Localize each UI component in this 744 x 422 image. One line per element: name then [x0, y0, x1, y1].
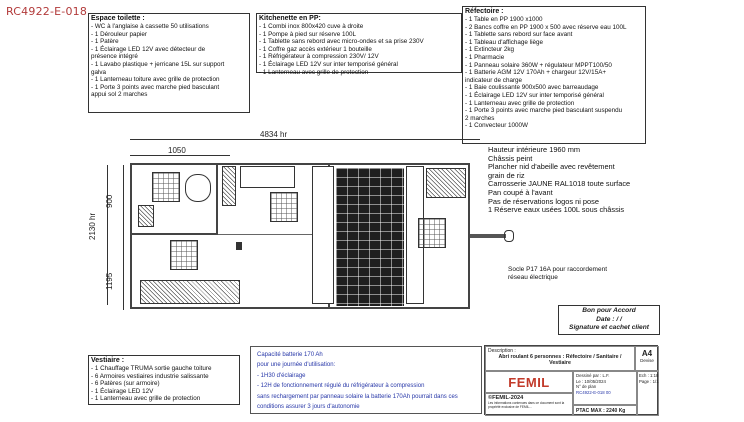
espace-toilette-box	[88, 13, 250, 113]
vestiaire-line: - 6 Armoires vestiaires industrie salissante	[91, 372, 209, 380]
toilet-width-dimension-line	[130, 155, 230, 156]
length-dimension-label: 4834 hr	[260, 130, 288, 139]
refectoire-table	[426, 168, 466, 198]
kitchen-skylight	[270, 192, 298, 222]
espace-toilette-line: - WC à l'anglaise à cassette 50 utilisations	[91, 23, 209, 30]
espace-toilette-line: - 1 Patère	[91, 38, 119, 46]
lower-depth-label: 1195	[105, 272, 114, 290]
vestiaire-lockers	[140, 280, 240, 304]
espace-toilette-line: - 1 Éclairage LED 12V avec détecteur de	[91, 45, 206, 53]
tb-plan-label: N° de plan	[576, 384, 597, 390]
espace-toilette-list	[91, 23, 247, 99]
kitchenette-line: - 1 Pompe à pied sur réserve 100L	[259, 30, 356, 38]
kitchenette-title: Kitchenette en PP:	[259, 15, 321, 22]
espace-toilette-line: appui sol 2 marches	[91, 91, 148, 99]
espace-toilette-title: Espace toilette :	[91, 15, 145, 22]
fridge-fixture	[222, 166, 236, 206]
tb-devise: Devise	[640, 358, 654, 363]
toilet-depth-label: 900	[105, 194, 114, 208]
tb-format: A4	[641, 349, 653, 358]
vestiaire-title: Vestiaire :	[91, 357, 125, 364]
kitchenette-line: - 1 Combi inox 800x420 cuve à droite	[259, 23, 364, 30]
kitchen-counter	[240, 166, 295, 188]
lower-depth-dimension-line	[123, 235, 124, 310]
vestiaire-line: - 1 Éclairage LED 12V	[91, 387, 154, 395]
solar-panel	[336, 168, 404, 306]
battery-line-5: conditions assurer 3 jours d'autonomie	[257, 404, 360, 411]
chassis-note-line: Hauteur intérieure 1960 mm	[488, 145, 581, 154]
kitchenette-line: - 1 Éclairage LED 12V sur inter temporisé général	[259, 60, 398, 68]
chassis-note-line: Pan coupé à l'avant	[488, 187, 553, 197]
tb-page: Page : 1/1	[639, 379, 659, 384]
refectoire-line: - 1 Lanterneau avec grille de protection	[465, 99, 575, 107]
tb-scale-cell	[637, 371, 659, 416]
refectoire-list	[465, 16, 643, 130]
tow-bar-coupler	[504, 230, 514, 242]
chassis-note-line: Pas de réservations logos ni pose	[488, 196, 599, 206]
battery-line-2: - 1H30 d'éclairage	[257, 372, 306, 379]
chassis-note-line: Plancher nid d'abeille avec revêtement	[488, 162, 615, 172]
vestiaire-line: - 6 Patères (sur armoire)	[91, 380, 160, 388]
vestiaire-line: - 1 Lanterneau avec grille de protection	[91, 395, 201, 403]
lavabo-fixture	[138, 205, 154, 227]
refectoire-line: - 1 Éclairage LED 12V sur inter temporisé général	[465, 91, 604, 99]
refectoire-line: - 1 Table en PP 1900 x1000	[465, 16, 543, 23]
refectoire-line: - 1 Extincteur 2kg	[465, 46, 514, 54]
espace-toilette-line: - 1 Lavabo plastique + jerricane 15L sur support	[91, 60, 225, 68]
chassis-notes	[488, 146, 668, 215]
tb-copyright: ©FEMIL-2024	[488, 395, 524, 401]
kitchenette-box	[256, 13, 462, 76]
espace-toilette-line: galva	[91, 68, 107, 76]
tb-fine-print: Les informations contenues dans ce document sont la propriété exclusive de FEMIL...	[488, 401, 565, 409]
refectoire-line: - 1 Convecteur 1000W	[465, 122, 528, 130]
kitchenette-line: - 1 Lanterneau avec grille de protection	[259, 68, 369, 76]
tb-drawn-by: Dessiné par : L.F.	[576, 373, 610, 378]
socle-line-2: réseau électrique	[508, 274, 558, 281]
tb-plan-number: RC4922-E-018 00	[576, 389, 611, 395]
refectoire-line: - 1 Pharmacie	[465, 53, 505, 61]
socle-note	[508, 266, 668, 282]
espace-toilette-line: présence intégré	[91, 53, 138, 61]
kitchenette-line: - 1 Tablette sans rebord avec micro-ondes et sa prise 230V	[259, 38, 424, 46]
accord-date: Date : / /	[596, 315, 622, 323]
refectoire-line: - 1 Baie coulissante 900x500 avec barreaudage	[465, 84, 599, 92]
chassis-note-line: grain de riz	[488, 170, 525, 180]
tow-bar	[470, 234, 506, 238]
vestiaire-box	[88, 355, 240, 405]
chassis-note-line: Carrosserie JAUNE RAL1018 toute surface	[488, 179, 631, 189]
vestiaire-skylight	[170, 240, 198, 270]
refectoire-line: - 2 Bancs coffre en PP 1900 x 500 avec réserve eau 100L	[465, 23, 627, 31]
espace-toilette-line: - 1 Dérouleur papier	[91, 30, 148, 38]
vestiaire-line: - 1 Chauffage TRUMA sortie gauche toiture	[91, 365, 212, 372]
accord-title: Bon pour Accord	[582, 307, 636, 314]
vestiaire-heater	[236, 242, 242, 250]
chassis-note-line: Châssis peint	[488, 153, 533, 163]
toilet-width-label: 1050	[168, 146, 186, 155]
accord-signature: Signature et cachet client	[569, 324, 649, 331]
battery-line-3: - 12H de fonctionnement régulé du réfrigérateur à compression	[257, 383, 425, 390]
refectoire-line: 2 marches	[465, 114, 495, 122]
chassis-note-line: 1 Réserve eaux usées 100L sous châssis	[488, 205, 625, 215]
length-dimension-line	[130, 139, 480, 140]
refectoire-skylight	[418, 218, 446, 248]
refectoire-title: Réfectoire :	[465, 8, 504, 15]
toilet-depth-dimension-line	[123, 165, 124, 235]
battery-title: Capacité batterie 170 Ah	[257, 352, 323, 358]
femil-logo: FEMIL	[508, 374, 550, 390]
tb-format-cell	[635, 346, 659, 371]
refectoire-box	[462, 6, 646, 144]
tb-ptac-cell	[573, 405, 637, 416]
tb-scale: Ech : 1:18	[639, 373, 659, 378]
refectoire-line: indicateur de charge	[465, 76, 523, 84]
wc-fixture	[185, 174, 211, 202]
refectoire-line: - 1 Batterie AGM 12V 170Ah + chargeur 12V/15A+	[465, 69, 607, 77]
tb-brand-cell	[485, 371, 573, 393]
espace-toilette-line: - 1 Porte 3 points avec marche pied basculant	[91, 83, 220, 91]
vestiaire-list	[91, 365, 237, 403]
tb-description: Abri roulant 6 personnes : Réfectoire / Sanitaire / Vestiaire	[498, 354, 622, 367]
tb-date: Le : 10/05/2024	[576, 378, 606, 384]
bench-top	[312, 166, 334, 304]
battery-line-4: sans rechargement par panneau solaire la batterie 170Ah pourrait dans ces	[257, 393, 458, 400]
tb-description-cell	[485, 346, 635, 371]
espace-toilette-line: - 1 Lanterneau toiture avec grille de protection	[91, 76, 220, 84]
kitchenette-list	[259, 23, 459, 76]
tb-info-cell	[573, 371, 637, 405]
toilet-skylight	[152, 172, 180, 202]
refectoire-line: - 1 Tablette sans rebord sur face avant	[465, 31, 573, 39]
total-width-label: 2130 hr	[88, 212, 97, 240]
refectoire-line: - 1 Tableau d'affichage liège	[465, 38, 543, 46]
tb-copyright-cell	[485, 393, 573, 416]
accord-box	[558, 305, 660, 335]
refectoire-line: - 1 Porte 3 points avec marche pied basculant suspendu	[465, 107, 623, 115]
tb-ptac: PTAC MAX : 2240 Kg	[576, 408, 626, 414]
document-reference: RC4922-E-018	[6, 5, 88, 18]
kitchenette-line: - 1 Coffre gaz accès extérieur 1 bouteille	[259, 45, 372, 53]
kitchenette-line: - 1 Réfrigérateur à compression 230V/ 12V	[259, 53, 379, 61]
socle-line-1: Socle P17 16A pour raccordement	[508, 266, 608, 273]
battery-line-1: pour une journée d'utilisation:	[257, 362, 336, 369]
refectoire-line: - 1 Panneau solaire 360W + régulateur MPPT100/50	[465, 61, 612, 69]
title-block	[484, 345, 658, 415]
tb-description-label: Description :	[488, 348, 516, 354]
battery-capacity-box	[250, 346, 482, 414]
